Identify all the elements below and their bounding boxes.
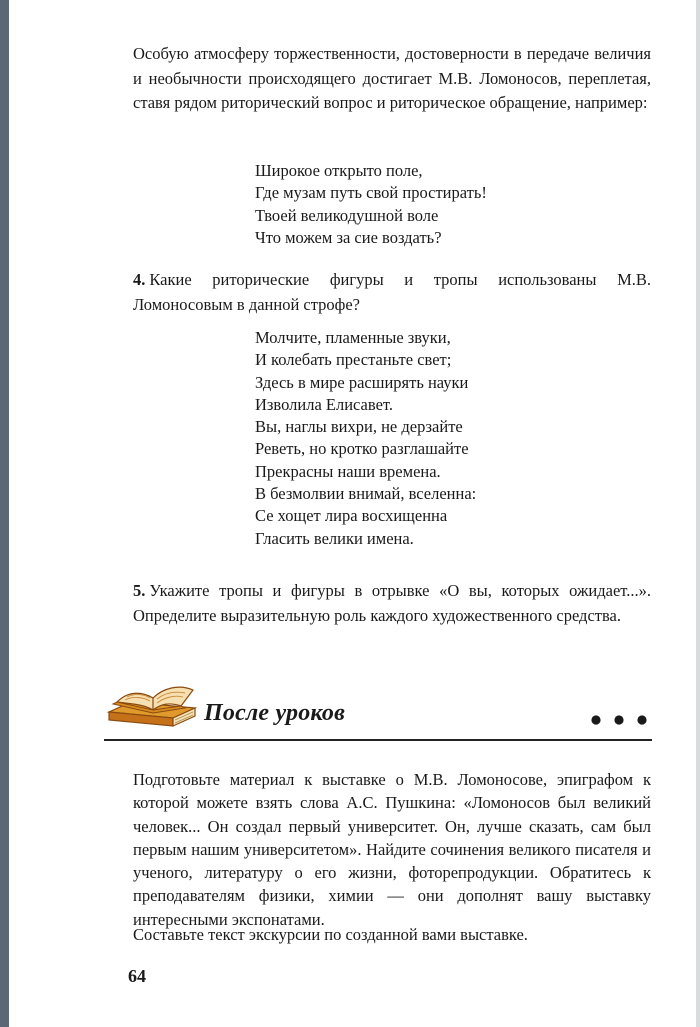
task-number: 4. [133,270,146,289]
section-divider [104,739,652,741]
intro-paragraph: Особую атмосферу торжественности, достоверности в передаче величия и необычности происходящего достигает М.В. Ломоносов, переплетая, ставя рядом риторический вопрос и риторическое обращение, например: [133,44,651,112]
poem-line: Здесь в мире расширять науки [255,372,469,392]
poem-line: Вы, наглы вихри, не дерзайте [255,417,463,437]
poem-line: Се хощет лира восхищенна [255,506,448,526]
page-number: 64 [128,966,146,986]
task-number: 5. [133,581,146,600]
poem-line: Твоей великодушной воле [255,205,439,225]
poem-line: Молчите, пламенные звуки, [255,328,451,347]
task-text: Укажите тропы и фигуры в отрывке «О вы, которых ожидает...». Определите выразительную роль каждого художественного средства. [133,581,651,625]
poem-line: Широкое открыто поле, [255,161,423,180]
task-5 [133,579,651,628]
poem-line: В безмолвии внимай, вселенна: [255,484,477,504]
task-text: Какие риторические фигуры и тропы использованы М.В. Ломоносовым в данной строфе? [133,270,651,314]
final-task-paragraph: Составьте текст экскурсии по созданной вами выставке. [133,925,528,944]
page-right-edge [696,0,700,1027]
task-4 [133,268,651,317]
poem-line: Гласить велики имена. [255,528,414,548]
poem-line: Что можем за сие воздать? [255,227,442,247]
decorative-dots [590,714,654,726]
poem-line: Прекрасны наши времена. [255,461,441,481]
poem-line: Изволила Елисавет. [255,394,393,414]
books-icon [103,668,199,730]
poem-line: И колебать престаньте свет; [255,350,452,370]
poem-excerpt-1 [255,160,487,249]
poem-excerpt-2 [255,327,476,550]
page-left-edge [0,0,9,1027]
poem-line: Где музам путь свой простирать! [255,183,487,203]
section-title: После уроков [204,700,345,726]
after-lessons-paragraph: Подготовьте материал к выставке о М.В. Ломоносове, эпиграфом к которой можете взять слова А.С. Пушкина: «Ломоносов был великий человек... Он создал первый университет. Он, лучше сказать, сам был первым нашим университетом». Найдите сочинения великого писателя и ученого, литературу о его жизни, фоторепродукции. Обратитесь к преподавателям физики, химии — они дополнят вашу выставку интересными экспонатами. [133,770,651,929]
poem-line: Реветь, но кротко разглашайте [255,439,469,459]
